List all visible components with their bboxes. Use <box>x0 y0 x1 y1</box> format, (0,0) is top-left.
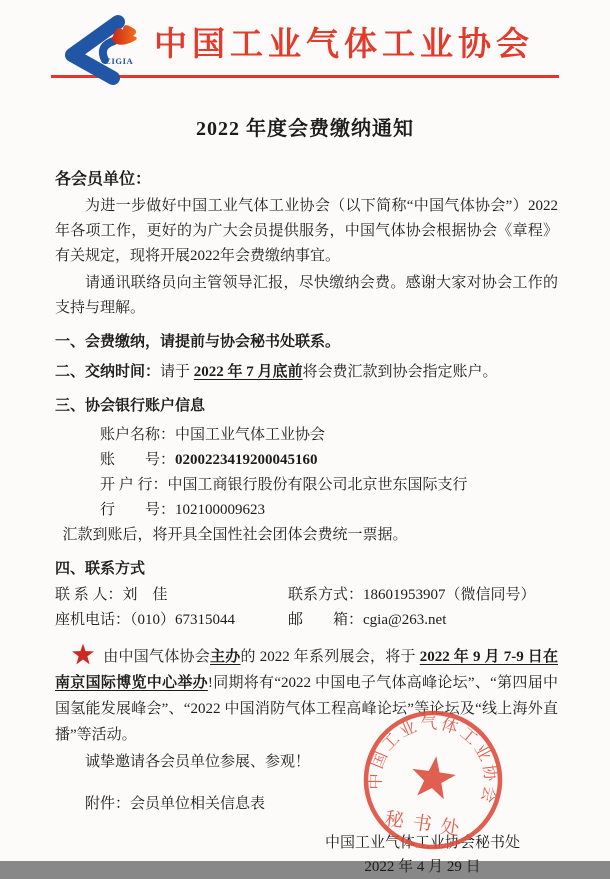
bank-value: 中国工商银行股份有限公司北京世东国际支行 <box>167 477 468 493</box>
section-3-heading: 三、协会银行账户信息 <box>55 398 206 414</box>
promo-seg3: 的 2022 年系列展会，将于 <box>240 649 420 665</box>
bank-label: 开 户 行： <box>100 477 168 493</box>
star-icon <box>70 641 96 667</box>
contact-person: 联 系 人：刘 佳 <box>55 587 168 603</box>
receipt-note: 汇款到账后，将开具全国性社会团体会费统一票据。 <box>62 527 408 543</box>
cigia-logo-icon <box>62 16 144 82</box>
contact-landline: 座机电话：（010）67315044 <box>55 612 236 628</box>
promo-seg5: !同期将有“2022 中国电子气体高峰论坛”、“第四届中国氢能发展峰会”、“2022 中国消防气体工程高峰论坛”等论坛及“线上海外直播”等活动。 <box>55 675 558 743</box>
invitation-line: 诚挚邀请各会员单位参展、参观！ <box>85 754 311 770</box>
attachment-line: 附件：会员单位相关信息表 <box>85 796 266 812</box>
bank-label: 账户名称： <box>100 427 176 443</box>
bank-row-bank-number <box>55 498 558 523</box>
bank-account-number: 0200223419200045160 <box>175 452 318 468</box>
payment-deadline: 2022 年 7 月底前 <box>193 364 303 380</box>
logo-acronym-label: CIGIA <box>104 56 134 66</box>
section-2-line <box>55 360 558 385</box>
signature-date: 2022 年 4 月 29 日 <box>364 859 481 875</box>
intro-paragraph-1: 为进一步做好中国工业气体工业协会（以下简称“中国气体协会”）2022年各项工作，更好的为广大会员提供服务，中国气体协会根据协会《章程》有关规定，现将开展2022年会费缴纳事宜。 <box>55 198 558 264</box>
section-1-heading: 一、会费缴纳，请提前与协会秘书处联系。 <box>55 334 341 350</box>
promo-seg1: 由中国气体协会 <box>103 649 210 665</box>
document-title: 2022 年度会费缴纳通知 <box>196 118 414 140</box>
contact-row-2 <box>55 608 558 632</box>
section-2-post: 将会费汇款到协会指定账户。 <box>302 364 498 380</box>
promo-date-venue-underline: 2022 年 9 月 7-9 日在南京国际博览中心举办 <box>55 649 558 691</box>
section-2-label: 二、交纳时间： <box>55 364 161 380</box>
contact-phone: 联系方式：18601953907（微信同号） <box>288 587 536 603</box>
bank-row-bank-name <box>55 473 558 498</box>
organization-title: 中国工业气体工业协会 <box>154 27 534 63</box>
bank-account-info <box>55 423 558 523</box>
salutation: 各会员单位： <box>55 171 152 188</box>
bank-label: 账 号： <box>100 452 176 468</box>
exhibition-paragraph <box>55 641 558 748</box>
bank-value: 中国工业气体工业协会 <box>175 427 326 443</box>
signature-block <box>325 831 520 879</box>
letterhead <box>0 0 610 78</box>
seal-bottom-text: 秘书处 <box>383 808 470 842</box>
intro-paragraph-2: 请通讯联络员向主管领导汇报，尽快缴纳会费。感谢大家对协会工作的支持与理解。 <box>55 275 558 316</box>
document-body <box>0 169 610 879</box>
section-4-heading: 四、联系方式 <box>55 561 146 577</box>
bank-row-account-name <box>55 423 558 448</box>
signer-name: 中国工业气体工业协会秘书处 <box>324 835 520 851</box>
promo-host-underline: 主办 <box>210 649 241 665</box>
signature-area <box>55 831 558 879</box>
section-2-pre: 请于 <box>160 364 194 380</box>
contact-row-1 <box>55 583 558 607</box>
bank-value: 102100009623 <box>175 502 266 518</box>
contact-email: 邮 箱：cgia@263.net <box>288 612 447 628</box>
seal-ring-text: 中国工业气体工业协会 <box>365 713 501 808</box>
bank-row-account-number <box>55 448 558 473</box>
bank-label: 行 号： <box>100 502 176 518</box>
